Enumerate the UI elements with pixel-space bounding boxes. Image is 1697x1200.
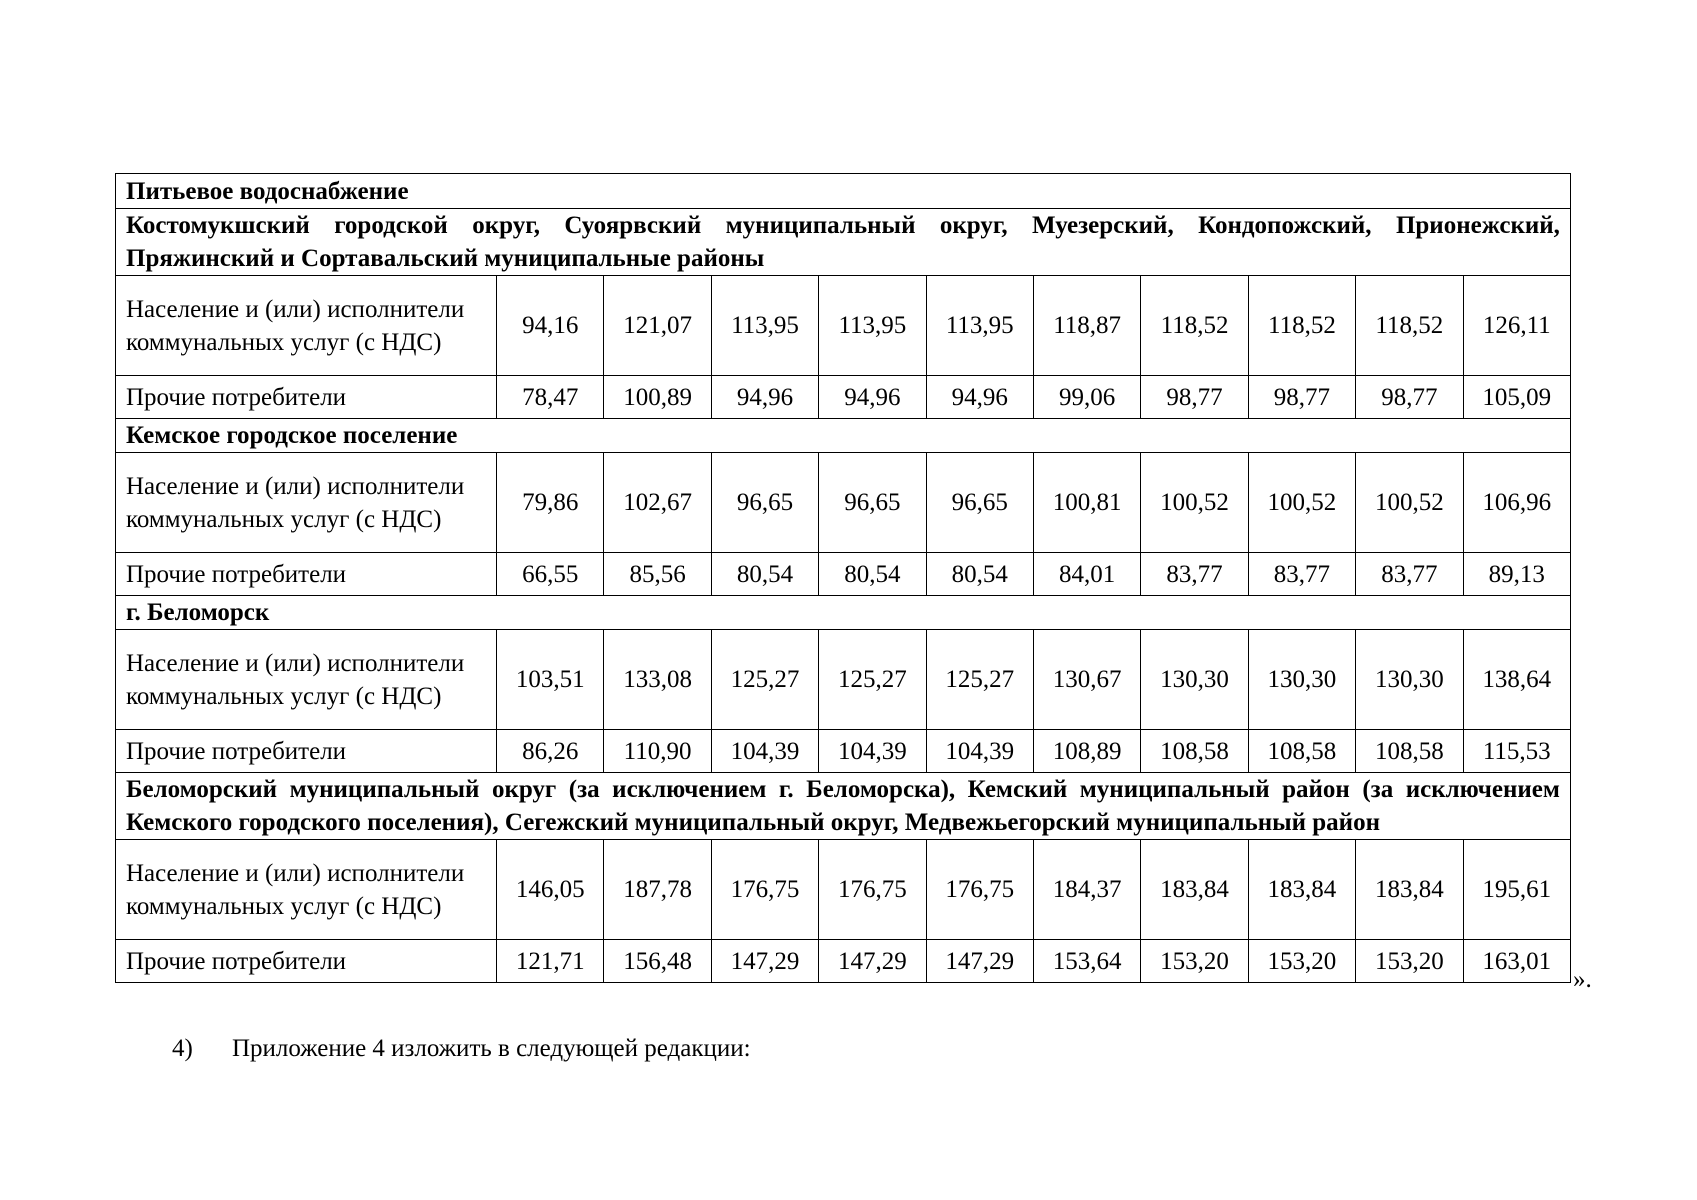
- tariff-value-cell: 94,96: [819, 376, 926, 419]
- tariff-value-cell: 176,75: [926, 840, 1033, 940]
- tariff-value-cell: 99,06: [1033, 376, 1140, 419]
- tariff-value-cell: 104,39: [711, 730, 818, 773]
- tariff-value-cell: 102,67: [604, 453, 711, 553]
- tariff-value-cell: 96,65: [711, 453, 818, 553]
- tariff-table-body: [116, 174, 1571, 983]
- group-title-row: [116, 419, 1571, 453]
- tariff-value-cell: 113,95: [926, 276, 1033, 376]
- tariff-value-cell: 100,52: [1356, 453, 1463, 553]
- tariff-value-cell: 80,54: [819, 553, 926, 596]
- tariff-value-cell: 108,58: [1356, 730, 1463, 773]
- tariff-value-cell: 118,52: [1356, 276, 1463, 376]
- table-row: [116, 840, 1571, 940]
- tariff-value-cell: 125,27: [711, 630, 818, 730]
- tariff-value-cell: 83,77: [1141, 553, 1248, 596]
- tariff-value-cell: 98,77: [1356, 376, 1463, 419]
- tariff-value-cell: 83,77: [1248, 553, 1355, 596]
- tariff-value-cell: 147,29: [711, 940, 818, 983]
- tariff-value-cell: 153,20: [1141, 940, 1248, 983]
- tariff-value-cell: 118,52: [1248, 276, 1355, 376]
- table-row: [116, 940, 1571, 983]
- tariff-value-cell: 98,77: [1248, 376, 1355, 419]
- table-row: [116, 730, 1571, 773]
- tariff-value-cell: 125,27: [819, 630, 926, 730]
- tariff-value-cell: 121,71: [497, 940, 604, 983]
- row-label: Прочие потребители: [116, 376, 497, 419]
- tariff-value-cell: 80,54: [926, 553, 1033, 596]
- tariff-value-cell: 146,05: [497, 840, 604, 940]
- tariff-value-cell: 110,90: [604, 730, 711, 773]
- table-row: [116, 453, 1571, 553]
- tariff-value-cell: 163,01: [1463, 940, 1570, 983]
- tariff-value-cell: 80,54: [711, 553, 818, 596]
- table-heading: Питьевое водоснабжение: [116, 174, 1571, 209]
- tariff-value-cell: 94,96: [926, 376, 1033, 419]
- tariff-value-cell: 153,64: [1033, 940, 1140, 983]
- table-row: [116, 276, 1571, 376]
- tariff-value-cell: 96,65: [819, 453, 926, 553]
- tariff-value-cell: 156,48: [604, 940, 711, 983]
- group-title-row: [116, 596, 1571, 630]
- tariff-table: [115, 173, 1571, 983]
- tariff-value-cell: 130,30: [1248, 630, 1355, 730]
- tariff-value-cell: 115,53: [1463, 730, 1570, 773]
- table-row: [116, 630, 1571, 730]
- tariff-value-cell: 130,30: [1141, 630, 1248, 730]
- group-title: Кемское городское поселение: [116, 419, 1571, 453]
- row-label: Прочие потребители: [116, 730, 497, 773]
- tariff-value-cell: 183,84: [1356, 840, 1463, 940]
- row-label: Население и (или) исполнители коммунальных услуг (с НДС): [116, 276, 497, 376]
- list-item-number: 4): [172, 1035, 193, 1062]
- tariff-value-cell: 130,67: [1033, 630, 1140, 730]
- tariff-value-cell: 147,29: [819, 940, 926, 983]
- tariff-value-cell: 104,39: [819, 730, 926, 773]
- tariff-value-cell: 84,01: [1033, 553, 1140, 596]
- tariff-value-cell: 153,20: [1248, 940, 1355, 983]
- closing-quote: ».: [1573, 966, 1592, 993]
- tariff-value-cell: 98,77: [1141, 376, 1248, 419]
- row-label: Население и (или) исполнители коммунальных услуг (с НДС): [116, 630, 497, 730]
- tariff-value-cell: 113,95: [711, 276, 818, 376]
- tariff-value-cell: 108,89: [1033, 730, 1140, 773]
- tariff-value-cell: 153,20: [1356, 940, 1463, 983]
- tariff-value-cell: 100,52: [1141, 453, 1248, 553]
- tariff-value-cell: 118,52: [1141, 276, 1248, 376]
- tariff-value-cell: 104,39: [926, 730, 1033, 773]
- group-title: Костомукшский городской округ, Суоярвский муниципальный округ, Муезерский, Кондопожский, Прионежский, Пряжинский и Сортавальский муниципальные районы: [116, 209, 1571, 276]
- group-title-row: [116, 209, 1571, 276]
- tariff-value-cell: 106,96: [1463, 453, 1570, 553]
- table-row: [116, 376, 1571, 419]
- group-title: г. Беломорск: [116, 596, 1571, 630]
- tariff-value-cell: 66,55: [497, 553, 604, 596]
- tariff-value-cell: 130,30: [1356, 630, 1463, 730]
- tariff-value-cell: 100,81: [1033, 453, 1140, 553]
- tariff-value-cell: 176,75: [711, 840, 818, 940]
- tariff-value-cell: 94,16: [497, 276, 604, 376]
- tariff-value-cell: 85,56: [604, 553, 711, 596]
- tariff-value-cell: 100,89: [604, 376, 711, 419]
- row-label: Население и (или) исполнители коммунальных услуг (с НДС): [116, 840, 497, 940]
- tariff-value-cell: 126,11: [1463, 276, 1570, 376]
- tariff-value-cell: 113,95: [819, 276, 926, 376]
- tariff-value-cell: 183,84: [1248, 840, 1355, 940]
- list-item-text: Приложение 4 изложить в следующей редакции:: [232, 1035, 751, 1062]
- tariff-value-cell: 78,47: [497, 376, 604, 419]
- tariff-value-cell: 108,58: [1141, 730, 1248, 773]
- tariff-value-cell: 133,08: [604, 630, 711, 730]
- tariff-value-cell: 79,86: [497, 453, 604, 553]
- group-title: Беломорский муниципальный округ (за исключением г. Беломорска), Кемский муниципальный район (за исключением Кемского городского поселения), Сегежский муниципальный округ, Медвежьегорский муниципальный район: [116, 773, 1571, 840]
- tariff-value-cell: 195,61: [1463, 840, 1570, 940]
- tariff-value-cell: 138,64: [1463, 630, 1570, 730]
- tariff-value-cell: 183,84: [1141, 840, 1248, 940]
- tariff-value-cell: 94,96: [711, 376, 818, 419]
- tariff-value-cell: 184,37: [1033, 840, 1140, 940]
- tariff-value-cell: 100,52: [1248, 453, 1355, 553]
- tariff-value-cell: 187,78: [604, 840, 711, 940]
- tariff-value-cell: 147,29: [926, 940, 1033, 983]
- tariff-value-cell: 121,07: [604, 276, 711, 376]
- tariff-value-cell: 89,13: [1463, 553, 1570, 596]
- tariff-value-cell: 118,87: [1033, 276, 1140, 376]
- tariff-value-cell: 83,77: [1356, 553, 1463, 596]
- table-row: [116, 553, 1571, 596]
- row-label: Прочие потребители: [116, 553, 497, 596]
- tariff-value-cell: 108,58: [1248, 730, 1355, 773]
- table-heading-row: [116, 174, 1571, 209]
- tariff-value-cell: 105,09: [1463, 376, 1570, 419]
- row-label: Прочие потребители: [116, 940, 497, 983]
- tariff-value-cell: 125,27: [926, 630, 1033, 730]
- group-title-row: [116, 773, 1571, 840]
- tariff-value-cell: 103,51: [497, 630, 604, 730]
- tariff-value-cell: 86,26: [497, 730, 604, 773]
- row-label: Население и (или) исполнители коммунальных услуг (с НДС): [116, 453, 497, 553]
- tariff-value-cell: 176,75: [819, 840, 926, 940]
- tariff-value-cell: 96,65: [926, 453, 1033, 553]
